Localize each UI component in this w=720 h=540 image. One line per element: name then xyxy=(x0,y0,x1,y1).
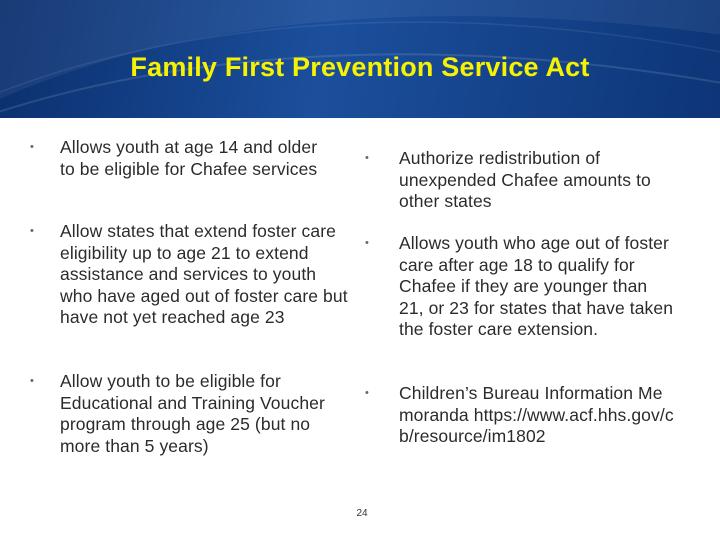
header-band xyxy=(0,0,720,118)
bullet-text: Allows youth who age out of foster care after age 18 to qualify for Chafee if they are younger than 21, or 23 for states that have taken the foster care extension. xyxy=(399,233,674,339)
bullet-right-1 xyxy=(365,148,685,213)
page-number: 24 xyxy=(356,508,368,519)
bullet-dot: • xyxy=(365,237,369,249)
bullet-dot: • xyxy=(365,387,369,399)
bullet-dot: • xyxy=(30,225,34,237)
bullet-text: Allows youth at age 14 and older to be eligible for Chafee services xyxy=(60,137,318,179)
bullet-right-3 xyxy=(365,383,685,448)
bullet-dot: • xyxy=(30,375,34,387)
bullet-left-1 xyxy=(0,137,330,180)
slide-title: Family First Prevention Service Act xyxy=(130,52,590,82)
bullet-dot: • xyxy=(30,141,34,153)
bullet-text: Allow states that extend foster care eligibility up to age 21 to extend assistance and services to youth who have aged out of foster care but have not yet reached age 23 xyxy=(60,221,348,327)
bullet-left-2 xyxy=(0,221,348,329)
bullet-dot: • xyxy=(365,152,369,164)
bullet-text: Children’s Bureau Information Memoranda https://www.acf.hhs.gov/cb/resource/im1802 xyxy=(399,383,674,446)
bullet-text: Authorize redistribution of unexpended Chafee amounts to other states xyxy=(399,148,651,211)
bullet-right-2 xyxy=(365,233,685,341)
bullet-text: Allow youth to be eligible for Educational and Training Voucher program through age 25 (but no more than 5 years) xyxy=(60,371,325,456)
slide-content xyxy=(0,118,720,540)
bullet-left-3 xyxy=(0,371,340,457)
